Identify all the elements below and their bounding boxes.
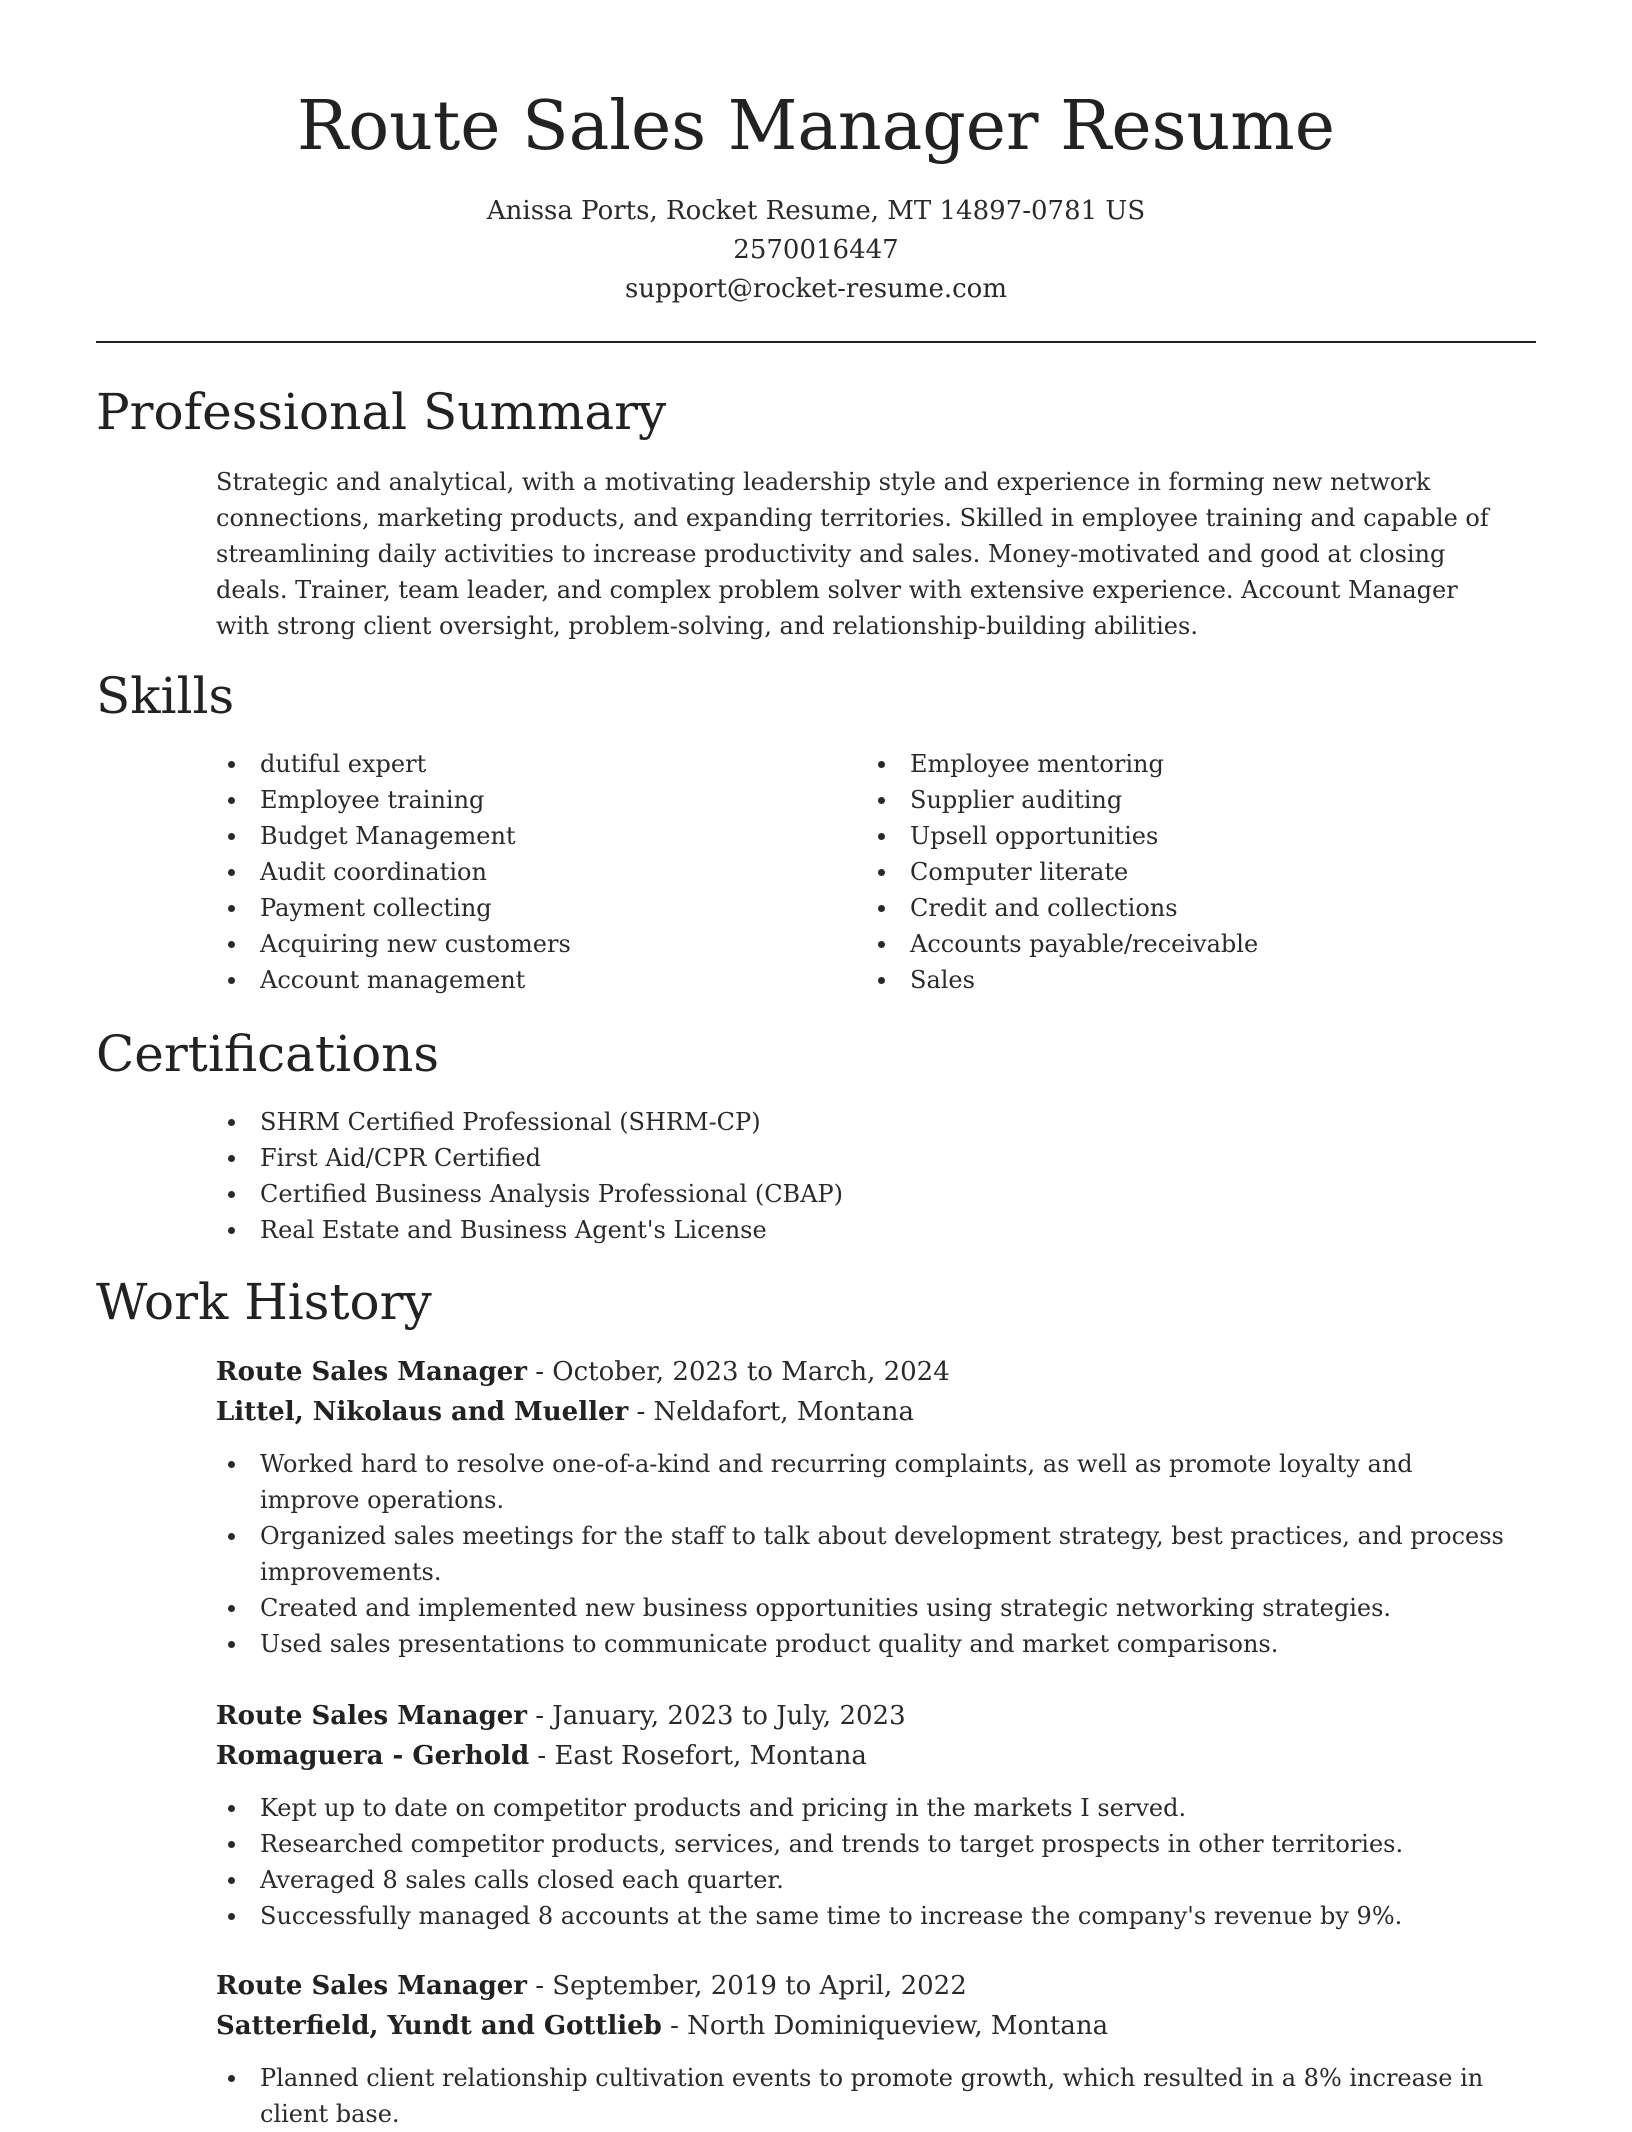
job-bullets <box>216 1790 1516 1934</box>
contact-phone: 2570016447 <box>733 235 899 265</box>
skill-item: dutiful expert <box>216 746 836 782</box>
job-bullet: Used sales presentations to communicate product quality and market comparisons. <box>216 1626 1516 1662</box>
job-role: Route Sales Manager <box>216 1701 527 1731</box>
work-history-heading: Work History <box>96 1273 432 1331</box>
skill-item: Audit coordination <box>216 854 836 890</box>
skill-item: Sales <box>866 962 1506 998</box>
certification-item: SHRM Certified Professional (SHRM-CP) <box>216 1104 1516 1140</box>
skill-item: Employee mentoring <box>866 746 1506 782</box>
job-company: Satterfield, Yundt and Gottlieb <box>216 2011 662 2041</box>
job-location: - East Rosefort, Montana <box>529 1741 867 1771</box>
job-role: Route Sales Manager <box>216 1971 527 2001</box>
skills-list-left <box>216 746 836 998</box>
job-dates: - January, 2023 to July, 2023 <box>526 1701 906 1731</box>
contact-email: support@rocket-resume.com <box>624 274 1007 304</box>
certifications-heading: Certifications <box>96 1025 440 1083</box>
job-role: Route Sales Manager <box>216 1357 527 1387</box>
summary-heading: Professional Summary <box>96 383 667 441</box>
skill-item: Budget Management <box>216 818 836 854</box>
job-bullet: Planned client relationship cultivation events to promote growth, which resulted in a 8% increase in client base. <box>216 2060 1516 2132</box>
job-bullet: Averaged 8 sales calls closed each quarter. <box>216 1862 1516 1898</box>
job-bullet: Created and implemented new business opportunities using strategic networking strategies. <box>216 1590 1516 1626</box>
job-bullet: Organized sales meetings for the staff to talk about development strategy, best practices, and process improvements. <box>216 1518 1516 1590</box>
job-bullet: Successfully managed 8 accounts at the same time to increase the company's revenue by 9%. <box>216 1898 1516 1934</box>
certification-item: Certified Business Analysis Professional (CBAP) <box>216 1176 1516 1212</box>
skill-item: Acquiring new customers <box>216 926 836 962</box>
job-bullet: Researched competitor products, services, and trends to target prospects in other territories. <box>216 1826 1516 1862</box>
resume-title: Route Sales Manager Resume <box>297 87 1335 166</box>
job-company-line <box>216 2006 1108 2046</box>
job-dates: - October, 2023 to March, 2024 <box>526 1357 950 1387</box>
job-location: - Neldafort, Montana <box>628 1397 915 1427</box>
certification-item: Real Estate and Business Agent's License <box>216 1212 1516 1248</box>
skills-list-right <box>866 746 1506 998</box>
summary-text: Strategic and analytical, with a motivating leadership style and experience in forming new network connections, marketing products, and expanding territories. Skilled in employee training and capable of streamlining daily activities to increase productivity and sales. Money-motivated and good at closing deals. Trainer, team leader, and complex problem solver with extensive experience. Account Manager with strong client oversight, problem-solving, and relationship-building abilities. <box>216 468 1489 640</box>
job-bullet: Worked hard to resolve one-of-a-kind and recurring complaints, as well as promote loyalty and improve operations. <box>216 1446 1516 1518</box>
skill-item: Computer literate <box>866 854 1506 890</box>
skills-heading: Skills <box>96 667 235 725</box>
certifications-list <box>216 1104 1516 1248</box>
job-company: Littel, Nikolaus and Mueller <box>216 1397 629 1427</box>
job-dates: - September, 2019 to April, 2022 <box>526 1971 967 2001</box>
skill-item: Upsell opportunities <box>866 818 1506 854</box>
skill-item: Accounts payable/receivable <box>866 926 1506 962</box>
job-bullets <box>216 1446 1516 1662</box>
job-bullet: Kept up to date on competitor products and pricing in the markets I served. <box>216 1790 1516 1826</box>
job-title-line <box>216 1966 967 2006</box>
job-company-line <box>216 1736 867 1776</box>
job-company: Romaguera - Gerhold <box>216 1741 530 1771</box>
job-location: - North Dominiqueview, Montana <box>661 2011 1109 2041</box>
skill-item: Account management <box>216 962 836 998</box>
job-title-line <box>216 1696 906 1736</box>
skill-item: Employee training <box>216 782 836 818</box>
job-bullets <box>216 2060 1516 2132</box>
header-divider <box>96 341 1536 343</box>
skill-item: Credit and collections <box>866 890 1506 926</box>
skill-item: Supplier auditing <box>866 782 1506 818</box>
job-company-line <box>216 1392 914 1432</box>
contact-block <box>0 192 1632 309</box>
certification-item: First Aid/CPR Certified <box>216 1140 1516 1176</box>
skill-item: Payment collecting <box>216 890 836 926</box>
job-title-line <box>216 1352 950 1392</box>
contact-address: Anissa Ports, Rocket Resume, MT 14897-0781 US <box>486 196 1146 226</box>
